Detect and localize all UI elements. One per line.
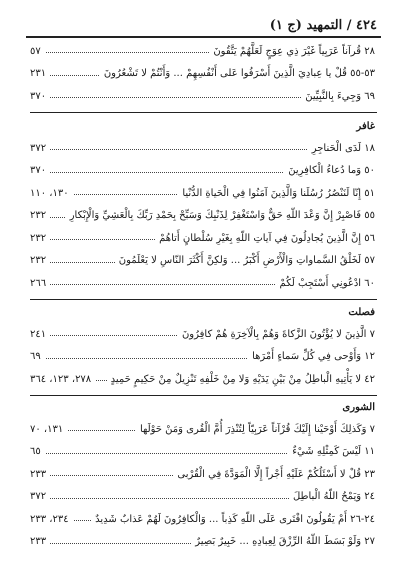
page-refs: ٢٦٦ — [30, 272, 50, 295]
surah-title: غافر — [356, 121, 375, 132]
verse-text: ٦٠ ادْعُونِي أَسْتَجِبْ لَكُمْ — [276, 272, 375, 295]
index-entry — [30, 227, 377, 250]
verse-text: ٦٩ وَجِيءَ بِالنَّبِيِّينَ — [301, 85, 375, 108]
section-continuation — [30, 40, 377, 113]
page-refs: ٢٣٣ — [30, 531, 50, 554]
index-entry — [30, 463, 377, 486]
page-refs: ٢٣٤، ٢٣٣ — [30, 508, 73, 531]
verse-text: ٤٢ لا يَأْتِيهِ الْباطِلُ مِنْ بَيْنِ يَدَيْهِ وَلا مِنْ خَلْفِهِ تَنْزِيلٌ مِنْ حَكِيمٍ حَمِيدٍ — [107, 368, 375, 391]
index-entry — [30, 137, 377, 160]
section-divider — [30, 299, 377, 300]
page-header-title: ٤٢٤ / التمهيد (ج ١) — [269, 17, 377, 33]
page-refs: ٦٩ — [30, 346, 45, 369]
verse-text: ٢٨ قُرآناً عَرَبِياً غَيْرَ ذِي عِوَجٍ لَعَلَّهُمْ يَتَّقُونَ — [209, 40, 375, 63]
entry-list — [30, 137, 377, 295]
verse-text: ٢٤ وَيَمْحُ اللّهُ الْباطِلَ — [289, 486, 375, 509]
section-divider — [30, 112, 377, 113]
index-entry — [30, 418, 377, 441]
page-refs: ٣٧٠ — [30, 85, 50, 108]
index-entry — [30, 160, 377, 183]
page-refs: ٢٣٢ — [30, 227, 50, 250]
page-header — [40, 14, 377, 36]
index-entry — [30, 85, 377, 108]
page-refs: ٢٧٨، ١٢٣، ٣٦٤ — [30, 368, 95, 391]
page-refs: ٦٥ — [30, 441, 45, 464]
verse-text: ٥٠ وَما دُعاءُ الْكافِرِينَ — [284, 160, 375, 183]
verse-text: ١٨ لَدَى الْحَناجِرِ — [308, 137, 375, 160]
index-entry — [30, 63, 377, 86]
verse-text: ٢٧ وَلَوْ بَسَطَ اللّهُ الرِّزْقَ لِعِبادِهِ ... خَبِيرٌ بَصِيرٌ — [191, 531, 375, 554]
index-entry — [30, 531, 377, 554]
page-refs: ٥٧ — [30, 40, 45, 63]
verse-text: ٥٥ فَاصْبِرْ إِنَّ وَعْدَ اللّهِ حَقٌّ وَاسْتَغْفِرْ لِذَنْبِكَ وَسَبِّحْ بِحَمْدِ رَبِّكَ بِالْعَشِيِّ وَالْإِبْكارِ — [66, 205, 375, 228]
verse-text: ٧ وَكَذلِكَ أَوْحَيْنا إِلَيْكَ قُرْآناً عَرَبِيّاً لِتُنْذِرَ أُمَّ الْقُرى وَمَنْ حَوْلَها — [136, 418, 375, 441]
index-entry — [30, 508, 377, 531]
index-entry — [30, 323, 377, 346]
page-refs: ٢٤١ — [30, 323, 50, 346]
verse-text: ٢٤-٢٦ أَمْ يَقُولُونَ افْتَرى عَلَى اللّهِ كَذِباً ... وَالْكافِرُونَ لَهُمْ عَذابٌ شَدِيدٌ — [91, 508, 375, 531]
section-ghafir — [30, 117, 377, 300]
section-shura — [30, 398, 377, 553]
index-entry — [30, 368, 377, 391]
verse-text: ١٢ وَأَوْحى فِي كُلِّ سَماءٍ أَمْرَها — [248, 346, 375, 369]
verse-text: ٧ الَّذِينَ لا يُؤْتُونَ الزَّكاةَ وَهُمْ بِالْآخِرَةِ هُمْ كافِرُونَ — [178, 323, 375, 346]
surah-title: الشورى — [342, 402, 375, 413]
index-entry — [30, 205, 377, 228]
page-refs: ٢٣٢ — [30, 250, 50, 273]
index-entry — [30, 40, 377, 63]
index-entry — [30, 441, 377, 464]
index-entry — [30, 486, 377, 509]
page-refs: ١٣١، ٧٠ — [30, 418, 67, 441]
entry-list — [30, 40, 377, 108]
page-refs: ٢٣١ — [30, 63, 50, 86]
index-entry — [30, 182, 377, 205]
verse-text: ٢٣ قُلْ لا أَسْئَلُكُمْ عَلَيْهِ أَجْراً إِلَّا الْمَوَدَّةَ فِي الْقُرْبى — [173, 463, 375, 486]
section-divider — [30, 395, 377, 396]
page-refs: ٣٧٢ — [30, 137, 50, 160]
index-entry — [30, 272, 377, 295]
entry-list — [30, 418, 377, 553]
index-entry — [30, 250, 377, 273]
verse-text: ٥٦ إِنَّ الَّذِينَ يُجادِلُونَ فِي آياتِ اللّهِ بِغَيْرِ سُلْطانٍ أَتاهُمْ — [155, 227, 375, 250]
entry-list — [30, 323, 377, 391]
verse-text: ٥١ إِنّا لَنَنْصُرُ رُسُلَنا وَالَّذِينَ آمَنُوا فِي الْحَياةِ الدُّنْيا — [178, 182, 375, 205]
page-refs: ٣٧٢ — [30, 486, 50, 509]
verse-text: ٥٣-٥٥ قُلْ يا عِبادِيَ الَّذِينَ أَسْرَفُوا عَلى أَنْفُسِهِمْ ... وَأَنْتُمْ لا تَشْعُرُونَ — [100, 63, 375, 86]
verse-text: ١١ لَيْسَ كَمِثْلِهِ شَيْءٌ — [288, 441, 375, 464]
page-refs: ٢٣٣ — [30, 463, 50, 486]
page-refs: ١٣٠، ١١٠ — [30, 182, 73, 205]
page-refs: ٢٣٢ — [30, 205, 50, 228]
section-fussilat — [30, 303, 377, 396]
surah-title: فصلت — [348, 307, 375, 318]
index-entry — [30, 346, 377, 369]
header-divider — [26, 36, 381, 38]
verse-text: ٥٧ لَخَلْقُ السَّماواتِ وَالْأَرْضِ أَكْبَرُ ... وَلكِنَّ أَكْثَرَ النّاسِ لا يَعْلَمُونَ — [115, 250, 375, 273]
page-refs: ٣٧٠ — [30, 160, 50, 183]
